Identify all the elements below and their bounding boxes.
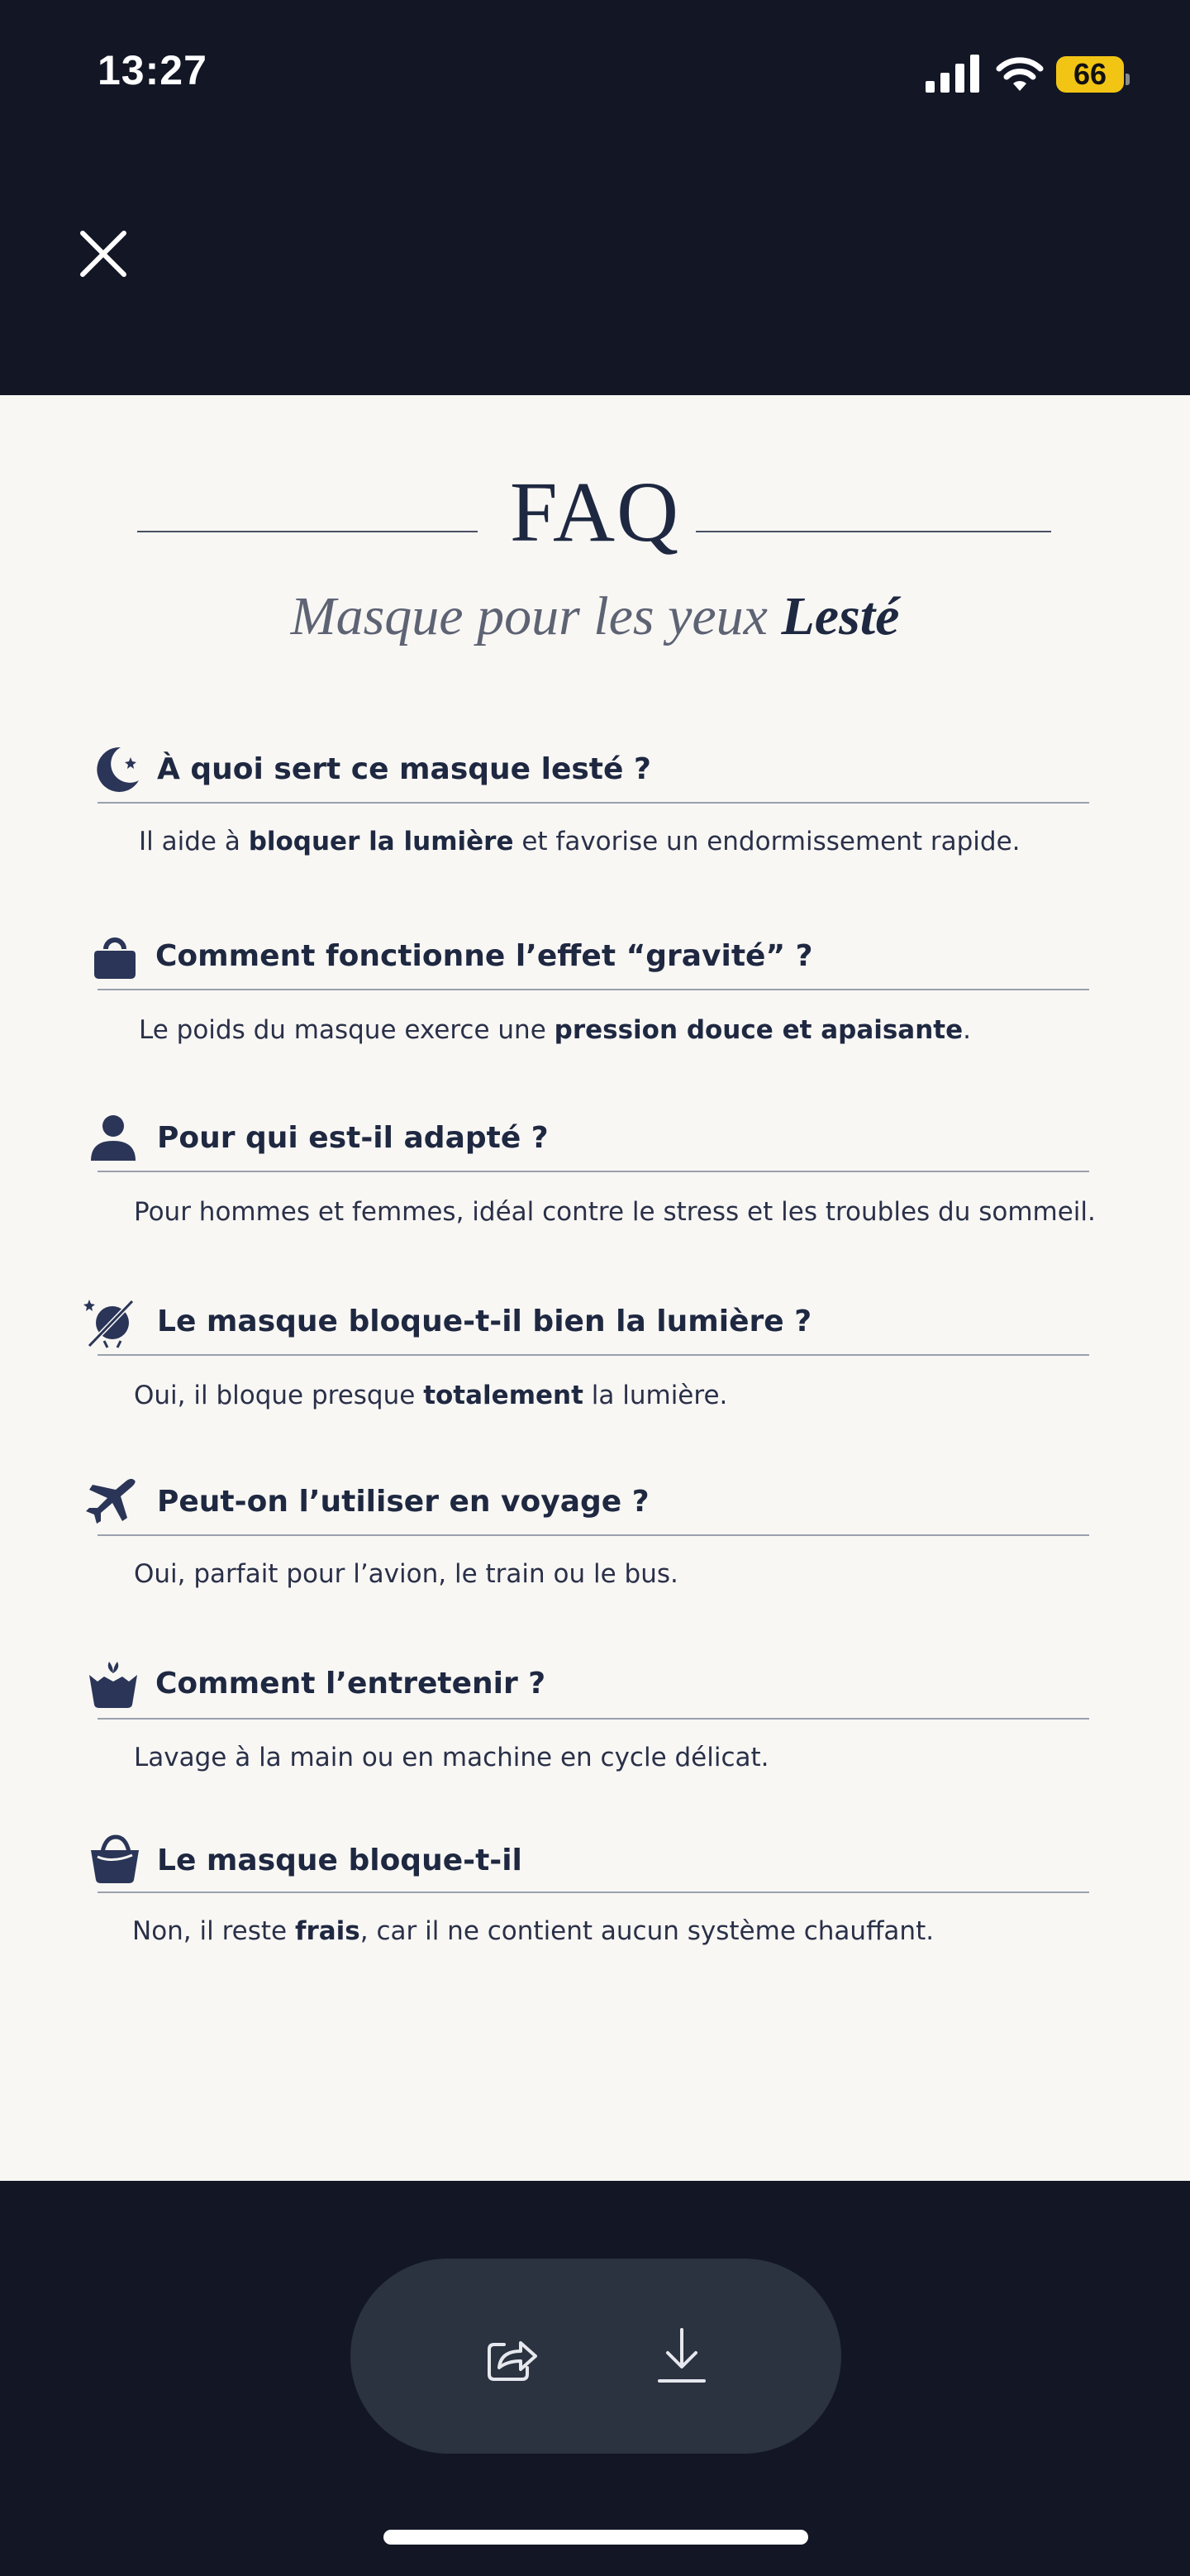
faq-answer [134, 1743, 769, 1772]
title-rule-right [696, 531, 1051, 532]
faq-question: Le masque bloque-t-il [157, 1844, 522, 1877]
signal-icon [924, 51, 983, 98]
moon-star-icon [89, 742, 144, 797]
faq-title: FAQ [509, 465, 681, 560]
question-divider [98, 1354, 1089, 1356]
wash-basin-icon [86, 1657, 140, 1711]
question-divider [98, 1534, 1089, 1536]
question-divider [98, 1718, 1089, 1720]
faq-answer [134, 1197, 1096, 1227]
faq-question: Le masque bloque-t-il bien la lumière ? [157, 1305, 812, 1338]
faq-answer [139, 1015, 971, 1045]
faq-document [0, 395, 1190, 2181]
answer-part: Non, il reste [132, 1916, 295, 1946]
faq-question: Peut-on l’utiliser en voyage ? [157, 1485, 650, 1519]
battery-level: 66 [1073, 57, 1107, 91]
battery-tip [1126, 74, 1130, 85]
answer-part-bold: pression douce et apaisante [554, 1015, 964, 1045]
close-icon [83, 233, 124, 274]
close-button[interactable] [74, 225, 132, 283]
light-blocked-icon [83, 1295, 137, 1349]
battery-indicator [1056, 56, 1124, 93]
basket-icon [88, 1832, 142, 1887]
status-time: 13:27 [98, 47, 207, 93]
answer-part-bold: bloquer la lumière [248, 827, 514, 856]
answer-part: la lumière. [583, 1381, 728, 1410]
faq-question: Pour qui est-il adapté ? [157, 1121, 549, 1155]
answer-part: . [963, 1015, 972, 1045]
share-button[interactable] [483, 2328, 540, 2386]
faq-answer [134, 1559, 678, 1589]
subtitle-bold: Lesté [781, 586, 900, 646]
home-indicator[interactable] [383, 2530, 808, 2545]
question-divider [98, 989, 1089, 990]
faq-answer [134, 1381, 727, 1410]
airplane-icon [84, 1475, 139, 1529]
faq-question: À quoi sert ce masque lesté ? [157, 752, 651, 786]
answer-part: Il aide à [139, 827, 249, 856]
faq-answer [139, 827, 1021, 856]
faq-question: Comment fonctionne l’effet “gravité” ? [155, 939, 813, 973]
question-divider [98, 1171, 1089, 1172]
answer-part: Le poids du masque exerce une [139, 1015, 555, 1045]
weight-icon [88, 929, 142, 984]
answer-part: Oui, parfait pour l’avion, le train ou le bus. [134, 1559, 678, 1589]
answer-part: et favorise un endormissement rapide. [513, 827, 1021, 856]
answer-part: Pour hommes et femmes, idéal contre le stress et les troubles du sommeil. [134, 1197, 1096, 1227]
question-divider [98, 1891, 1089, 1893]
person-icon [86, 1111, 140, 1166]
faq-question: Comment l’entretenir ? [155, 1667, 546, 1701]
answer-part: , car il ne contient aucun système chauffant. [359, 1916, 935, 1946]
download-button[interactable] [654, 2326, 709, 2386]
answer-part-bold: frais [294, 1916, 360, 1946]
subtitle-regular: Masque pour les yeux [290, 586, 768, 646]
answer-part: Oui, il bloque presque [134, 1381, 424, 1410]
question-divider [98, 802, 1089, 804]
answer-part-bold: totalement [423, 1381, 583, 1410]
answer-part: Lavage à la main ou en machine en cycle délicat. [134, 1743, 769, 1772]
faq-subtitle [0, 585, 1190, 648]
faq-answer [132, 1916, 934, 1946]
download-icon [659, 2330, 704, 2381]
wifi-icon [995, 51, 1045, 98]
bottom-toolbar [350, 2259, 841, 2454]
share-icon [489, 2343, 536, 2379]
